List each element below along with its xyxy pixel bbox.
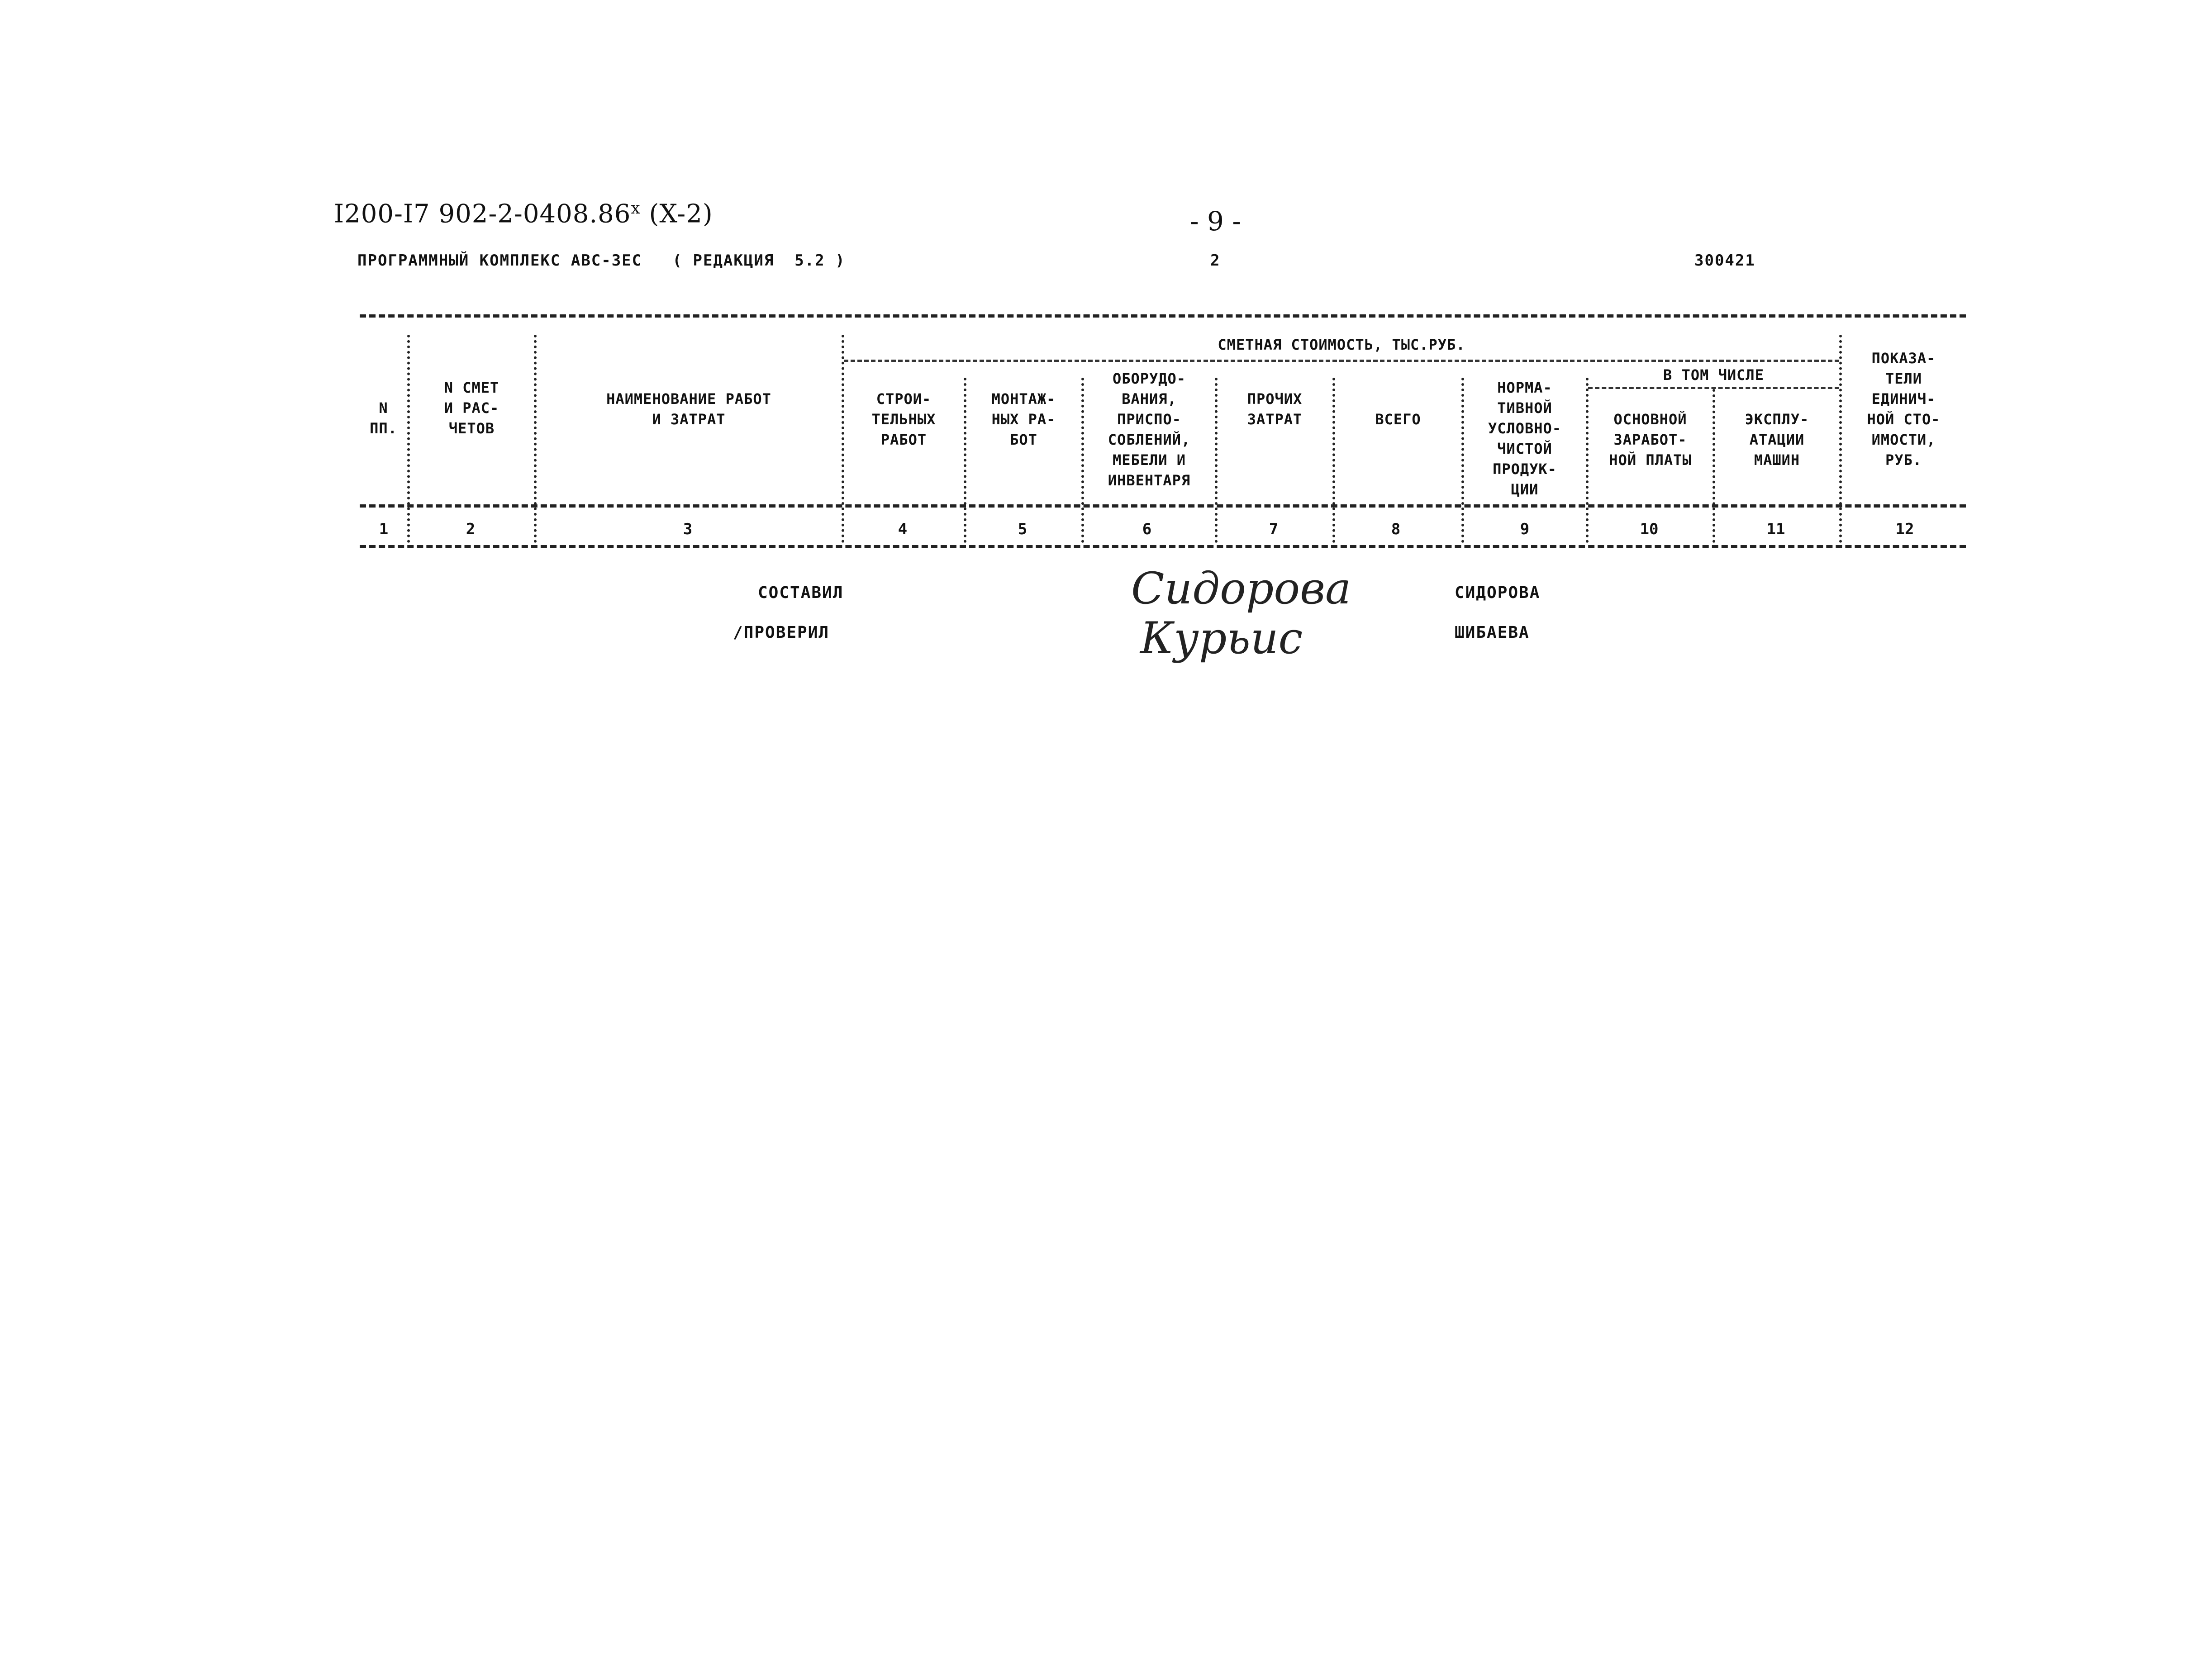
column-number: 9 <box>1520 520 1530 538</box>
sheet-number: 2 <box>1210 252 1221 270</box>
header-base-wages: ОСНОВНОЙ ЗАРАБОТ- НОЙ ПЛАТЫ <box>1609 411 1692 469</box>
header-no: N ПП. <box>370 399 397 437</box>
header-installation: МОНТАЖ- НЫХ РА- БОТ <box>991 390 1056 448</box>
column-number: 1 <box>379 520 389 538</box>
header-other-costs: ПРОЧИХ ЗАТРАТ <box>1247 390 1303 428</box>
table-bottom-rule <box>360 545 1966 548</box>
header-equipment: ОБОРУДО- ВАНИЯ, ПРИСПО- СОБЛЕНИЙ, МЕБЕЛИ И ИНВЕНТАРЯ <box>1108 370 1191 489</box>
column-number: 3 <box>683 520 693 538</box>
estimate-table <box>360 314 1966 554</box>
header-total: ВСЕГО <box>1375 411 1421 428</box>
doc-code: I200-I7 902-2-0408.86 <box>334 199 631 229</box>
document-reference <box>334 199 713 229</box>
header-work-name: НАИМЕНОВАНИЕ РАБОТ И ЗАТРАТ <box>606 390 771 428</box>
column-number: 12 <box>1895 520 1914 538</box>
header-construction: СТРОИ- ТЕЛЬНЫХ РАБОТ <box>871 390 936 448</box>
checked-name: ШИБАЕВА <box>1455 623 1530 642</box>
document-code: 300421 <box>1694 252 1755 270</box>
table-top-rule <box>360 314 1966 318</box>
group-rule <box>844 360 1839 362</box>
compiled-name: СИДОРОВА <box>1455 584 1541 602</box>
column-number: 10 <box>1640 520 1659 538</box>
column-number: 4 <box>898 520 908 538</box>
column-number: 5 <box>1018 520 1028 538</box>
subgroup-header: В ТОМ ЧИСЛЕ <box>1663 366 1764 384</box>
header-net-production: НОРМА- ТИВНОЙ УСЛОВНО- ЧИСТОЙ ПРОДУК- ЦИИ <box>1488 379 1562 498</box>
doc-code-suffix: (X-2) <box>649 199 713 229</box>
column-number: 7 <box>1269 520 1279 538</box>
column-number: 11 <box>1766 520 1785 538</box>
group-header: СМЕТНАЯ СТОИМОСТЬ, ТЫС.РУБ. <box>1218 336 1465 353</box>
column-number: 2 <box>466 520 476 538</box>
signature-compiled: Сидорова <box>1131 563 1351 614</box>
page-number: - 9 - <box>1190 206 1241 237</box>
column-number: 6 <box>1142 520 1152 538</box>
program-line: ПРОГРАММНЫЙ КОМПЛЕКС АВС-3ЕС ( РЕДАКЦИЯ 5.2 ) <box>357 252 846 270</box>
checked-label: /ПРОВЕРИЛ <box>733 623 830 642</box>
doc-code-superscript: x <box>631 199 641 218</box>
signature-checked: Курьис <box>1140 613 1303 664</box>
header-estimate-no: N СМЕТ И РАС- ЧЕТОВ <box>444 379 499 437</box>
header-unit-cost: ПОКАЗА- ТЕЛИ ЕДИНИЧ- НОЙ СТО- ИМОСТИ, РУБ. <box>1867 350 1941 469</box>
header-machine-operation: ЭКСПЛУ- АТАЦИИ МАШИН <box>1745 411 1809 469</box>
header-bottom-rule <box>360 504 1966 508</box>
compiled-label: СОСТАВИЛ <box>758 584 844 602</box>
column-number: 8 <box>1391 520 1401 538</box>
